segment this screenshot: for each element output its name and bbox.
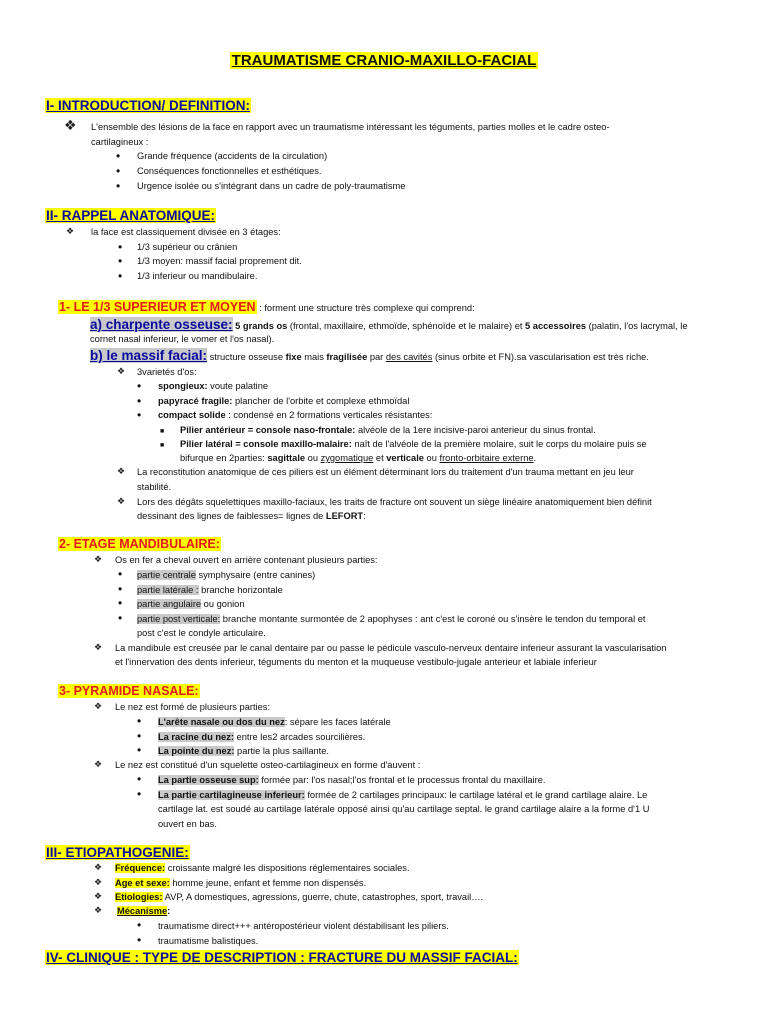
bullet-icon: •: [137, 743, 142, 757]
bullet-icon: •: [118, 269, 123, 283]
bullet-icon: •: [118, 611, 123, 625]
anatomy-intro: la face est classiquement divisée en 3 étages:: [91, 227, 281, 237]
square-bullet-icon: ■: [160, 428, 165, 435]
diamond-bullet-icon: ❖: [94, 642, 103, 652]
anatomy-bullet-1: 1/3 supérieur ou crânien: [137, 242, 238, 252]
bullet-icon: •: [137, 772, 142, 786]
charpente-osseuse-line2: cornet nasal inferieur, le vomer et l'os nasal).: [90, 334, 275, 344]
degats-line2: dessinant des lignes de faiblesses= lignes de LEFORT:: [137, 511, 366, 521]
intro-bullet-1: Grande fréquence (accidents de la circulation): [137, 151, 328, 161]
bullet-icon: •: [118, 240, 123, 254]
square-bullet-icon: ■: [160, 442, 165, 449]
document-title: TRAUMATISME CRANIO-MAXILLO-FACIAL: [231, 52, 537, 69]
degats-line1: Lors des dégâts squelettiques maxillo-faciaux, les traits de fracture ont souvent un siège linéaire anatomiquement bien définit: [137, 497, 652, 507]
nez-squelette-intro: Le nez est constitué d'un squelette osteo-cartilagineux en forme d'auvent :: [115, 760, 421, 770]
pilier-lateral: Pilier latéral = console maxillo-malaire: naît de l'alvéole de la première molaire, suit le corps du molaire puis se: [180, 439, 647, 449]
pilier-anterieur: Pilier antérieur = console naso-frontale: alvéole de la 1ere incisive-paroi anterieur du sinus frontal.: [180, 425, 596, 435]
section-etiopathogenie-heading: III- ETIOPATHOGENIE:: [46, 845, 189, 860]
bullet-icon: •: [116, 164, 121, 178]
pilier-lateral-line2: bifurque en 2parties: sagittale ou zygomatique et verticale ou fronto-orbitaire externe.: [180, 453, 537, 463]
bullet-icon: •: [137, 379, 142, 393]
diamond-bullet-icon: ❖: [94, 759, 103, 769]
mecanisme-1: traumatisme direct+++ antéropostérieur violent déstabilisant les piliers.: [158, 921, 449, 931]
mecanisme-2: traumatisme balistiques.: [158, 936, 259, 946]
variete-papyrace: papyracé fragile: plancher de l'orbite et complexe ethmoïdal: [158, 396, 410, 406]
intro-paragraph-line2: cartilagineux :: [91, 137, 149, 147]
mandibule-partie-centrale: partie centrale symphysaire (entre canines): [137, 570, 316, 580]
mandibule-partie-laterale: partie latérale : branche horizontale: [137, 585, 283, 595]
diamond-bullet-icon: ❖: [94, 862, 103, 872]
nez-pointe: La pointe du nez: partie la plus saillante.: [158, 746, 330, 756]
mandibule-partie-post-verticale-line2: post c'est le condyle articulaire.: [137, 628, 266, 638]
mandibule-intro: Os en fer a cheval ouvert en arrière contenant plusieurs parties:: [115, 555, 378, 565]
nez-arete: L'arête nasale ou dos du nez: sépare les faces latérale: [158, 717, 391, 727]
section-anatomy-heading: II- RAPPEL ANATOMIQUE:: [46, 208, 216, 223]
nez-partie-cartilagineuse: La partie cartilagineuse inferieur: formée de 2 cartilages principaux: le cartilage latéral et le grand cartilage alaire. Le: [158, 790, 648, 800]
bullet-icon: •: [118, 567, 123, 581]
diamond-bullet-icon: ❖: [117, 466, 126, 476]
nez-partie-cartilagineuse-line3: ouvert en bas.: [158, 819, 217, 829]
bullet-icon: •: [137, 408, 142, 422]
subsection-2-heading: 2- ETAGE MANDIBULAIRE:: [59, 537, 220, 551]
varietes-intro: 3varietés d'os:: [137, 367, 197, 377]
subsection-3-heading: 3- PYRAMIDE NASALE:: [59, 684, 199, 698]
mandibule-canal-line2: et l'innervation des dents inferieur, téguments du menton et la muqueuse vestibulo-jugale anterieur et labiale inferieur: [115, 657, 597, 667]
intro-bullet-2: Conséquences fonctionnelles et esthétiques.: [137, 166, 322, 176]
bullet-icon: •: [137, 729, 142, 743]
anatomy-bullet-2: 1/3 moyen: massif facial proprement dit.: [137, 256, 302, 266]
charpente-osseuse-line: a) charpente osseuse: 5 grands os (frontal, maxillaire, ethmoïde, sphénoïde et le malaire) et 5 accessoires (palatin, l'os lacrymal, le: [90, 317, 688, 332]
bullet-icon: •: [118, 596, 123, 610]
etio-frequence: Fréquence: croissante malgré les dispositions réglementaires sociales.: [115, 863, 410, 873]
subsection-1-heading: 1- LE 1/3 SUPERIEUR ET MOYEN : forment une structure très complexe qui comprend:: [59, 300, 475, 314]
intro-paragraph-line1: L'ensemble des lésions de la face en rapport avec un traumatisme intéressant les téguments, parties molles et le cadre osteo-: [91, 122, 610, 132]
bullet-icon: •: [118, 582, 123, 596]
bullet-icon: •: [137, 787, 142, 801]
diamond-bullet-icon: ❖: [64, 117, 77, 133]
diamond-bullet-icon: ❖: [94, 905, 103, 915]
section-clinique-heading: IV- CLINIQUE : TYPE DE DESCRIPTION : FRACTURE DU MASSIF FACIAL:: [46, 950, 518, 965]
nez-partie-cartilagineuse-line2: cartilage lat. est soudé au cartilage latérale opposé ainsi qu'au cartilage septal. le grand cartilage alaire a la forme d'1 U: [158, 804, 650, 814]
diamond-bullet-icon: ❖: [117, 496, 126, 506]
anatomy-bullet-3: 1/3 inferieur ou mandibulaire.: [137, 271, 258, 281]
variete-compact: compact solide : condensé en 2 formations verticales résistantes:: [158, 410, 433, 420]
mandibule-canal-line1: La mandibule est creusée par le canal dentaire par ou passe le pédicule vasculo-nerveux dentaire inferieur assurant la vascularisation: [115, 643, 667, 653]
bullet-icon: •: [137, 394, 142, 408]
diamond-bullet-icon: ❖: [66, 226, 75, 236]
intro-bullet-3: Urgence isolée ou s'intégrant dans un cadre de poly-traumatisme: [137, 181, 406, 191]
nez-partie-osseuse: La partie osseuse sup: formée par: l'os nasal;l'os frontal et le processus frontal du maxillaire.: [158, 775, 546, 785]
etio-mecanisme: Mécanisme:: [117, 906, 171, 916]
diamond-bullet-icon: ❖: [94, 701, 103, 711]
nez-intro: Le nez est formé de plusieurs parties:: [115, 702, 271, 712]
mandibule-partie-post-verticale: partie post verticale: branche montante surmontée de 2 apophyses : ant c'est le coroné ou s'insère le tendon du temporal et: [137, 614, 646, 624]
reconstitution-line1: La reconstitution anatomique de ces piliers est un élément déterminant lors du traitement d'un trauma mettant en jeu leur: [137, 467, 634, 477]
bullet-icon: •: [137, 933, 142, 947]
diamond-bullet-icon: ❖: [94, 877, 103, 887]
bullet-icon: •: [137, 918, 142, 932]
diamond-bullet-icon: ❖: [94, 554, 103, 564]
section-introduction-heading: I- INTRODUCTION/ DEFINITION:: [46, 98, 250, 113]
reconstitution-line2: stabilité.: [137, 482, 172, 492]
bullet-icon: •: [116, 149, 121, 163]
massif-facial-line: b) le massif facial: structure osseuse fixe mais fragilisée par des cavités (sinus orbite et FN).sa vascularisation est très riche.: [90, 348, 649, 363]
variete-spongieux: spongieux: voute palatine: [158, 381, 269, 391]
nez-racine: La racine du nez: entre les2 arcades sourcilières.: [158, 732, 366, 742]
bullet-icon: •: [137, 714, 142, 728]
mandibule-partie-angulaire: partie angulaire ou gonion: [137, 599, 245, 609]
etio-etiologies: Etiologies: AVP, A domestiques, agressions, guerre, chute, catastrophes, sport, travail….: [115, 892, 484, 902]
bullet-icon: •: [116, 179, 121, 193]
bullet-icon: •: [118, 254, 123, 268]
etio-age-sexe: Age et sexe: homme jeune, enfant et femme non dispensés.: [115, 878, 367, 888]
diamond-bullet-icon: ❖: [94, 891, 103, 901]
diamond-bullet-icon: ❖: [117, 366, 126, 376]
